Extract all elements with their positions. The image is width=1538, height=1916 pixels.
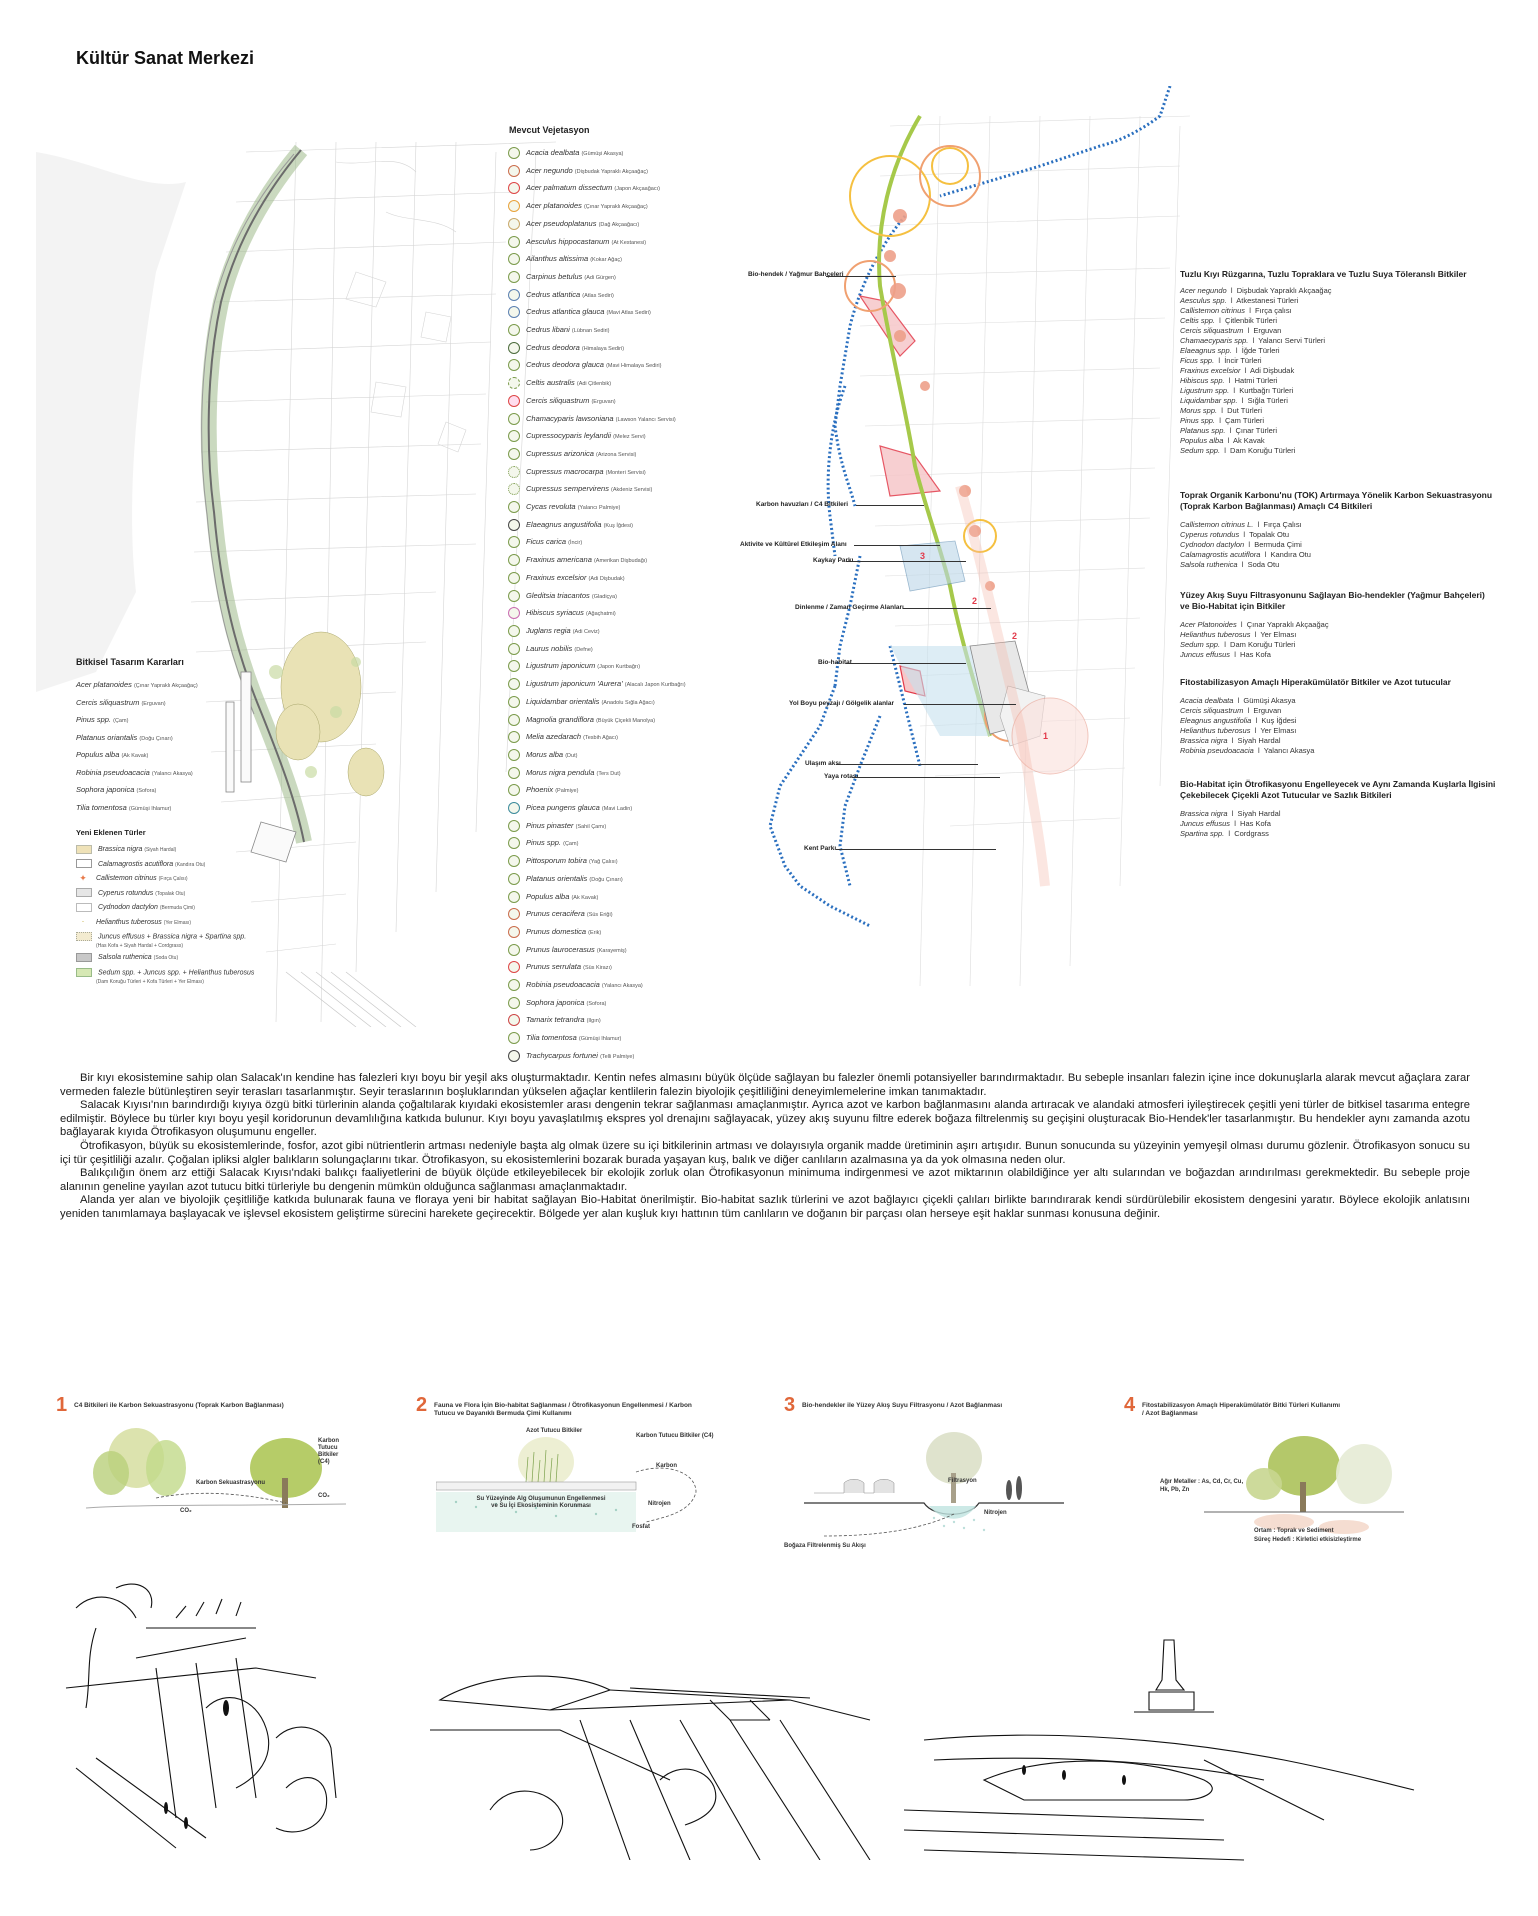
swatch-icon — [76, 845, 92, 854]
project-description — [60, 1072, 1470, 1222]
list-item: Pinus spp. (Çam) — [508, 835, 723, 853]
biohendek-drawing — [804, 1418, 1064, 1538]
diagram-title: Fauna ve Flora İçin Bio-habitat Sağlanması / Ötrofikasyonun Engellenmesi / Karbon Tutucu ve Dayanıklı Bermuda Çimi Kullanımı — [434, 1402, 692, 1417]
diagram-label: Ortam : Toprak ve Sediment — [1254, 1528, 1334, 1534]
list-item: Cedrus atlantica (Atlas Sediri) — [508, 287, 723, 305]
panel-title: Tuzlu Kıyı Rüzgarına, Tuzlu Topraklara ve Tuzlu Suya Töleranslı Bitkiler — [1180, 269, 1467, 279]
list-item: Cydnodon dactylon (Bermuda Çimi) — [76, 901, 306, 916]
list-item: Fraxinus americana (Amerikan Dişbudağı) — [508, 552, 723, 570]
annotation-biohendek: Bio-hendek / Yağmur Bahçeleri — [748, 271, 844, 278]
list-item: Celtis spp. l Çitlenbik Türleri — [1180, 316, 1277, 325]
flower-icon: ✦ — [79, 872, 87, 883]
paragraph: Balıkçılığın önem arz ettiği Salacak Kıyısı'ndaki balıkçı faaliyetlerini de büyük ölçüde etkileyebilecek bir ekolojik zorluk olan Ötrofikasyonun minimuma indirgenmesi ve azot miktarının olabildiğince yer altı sularından ve boğazdan arındırılması gerekmektedir. Bu sebeple proje alanının geneline yayılan azot tutucu bitki türleriyle bu dengenin mümkün olduğunca sağlanması amaçlanmaktadır. — [60, 1167, 1470, 1193]
tree-symbol-icon — [508, 483, 520, 495]
diagram-3 — [784, 1394, 1084, 1549]
annotation-rest-areas: Dinlenme / Zaman Geçirme Alanları — [795, 604, 904, 611]
annotation-activity-area: Aktivite ve Kültürel Etkileşim Alanı — [740, 541, 847, 548]
list-item: Aesculus spp. l Atkestanesi Türleri — [1180, 296, 1299, 305]
tree-symbol-icon — [508, 944, 520, 956]
diagram-number: 3 — [784, 1394, 796, 1416]
diagram-number: 1 — [56, 1394, 68, 1416]
list-item: Pittosporum tobira (Yağ Çalısı) — [508, 853, 723, 871]
hyperaccumulator-panel — [1180, 677, 1500, 756]
planting-decisions-list — [76, 677, 276, 817]
paragraph: Salacak Kıyısı'nın barındırdığı kıyıya özgü bitki türlerinin alanda çoğaltılarak kıyıdaki ekosistemler arası dengenin tekrar sağlanması amaçlanmıştır. Ayrıca azot ve karbon bağlanmasını alanda artıracak ve alandaki atmosferi iyileştirecek çeşitli yeni türler de bitkisel tasarıma entegre edilmiştir. Böylece bu türler kıyı boyu yeşil koridorunun devamlılığına katkıda bulunur. Kıyı boyu yavaşlatılmış ekspres yol drenajını sağlayacak, yüzey akış suyunu filtre ederek boğaza filtrelenmiş su geçişini oluşturacak Bio-Hendek'ler tasarlanmıştır. Bu hendekler aynı zamanda azotu bağlayarak kıyıda Ötrofikasyon oluşumunu engeller. — [60, 1099, 1470, 1139]
list-item: Prunus laurocerasus (Karayemiş) — [508, 942, 723, 960]
list-item: Elaeagnus angustifolia (Kuş İğdesi) — [508, 517, 723, 535]
list-item: Acer negundo l Dişbudak Yapraklı Akçaağaç — [1180, 286, 1332, 295]
list-item: Morus alba (Dut) — [508, 747, 723, 765]
list-item: Tilia tomentosa (Gümüşi Ihlamur) — [508, 1030, 723, 1048]
diagram-label: Karbon Tutucu Bitkiler (C4) — [636, 1433, 714, 1439]
diagram-label: Nitrojen — [984, 1510, 1007, 1516]
diagram-title: C4 Bitkileri ile Karbon Sekuastrasyonu (Toprak Karbon Bağlanması) — [74, 1402, 284, 1409]
swatch-icon — [76, 859, 92, 868]
list-item: Cercis siliquastrum l Erguvan — [1180, 326, 1282, 335]
tree-symbol-icon — [508, 165, 520, 177]
paragraph: Bir kıyı ekosistemine sahip olan Salacak'ın kendine has falezleri kıyı boyu bir yeşil aks oluşturmaktadır. Kentin nefes almasını büyük ölçüde sağlayan bu falezler önemli potansiyeller barındırmaktadır. Bu sebeple insanları falezin içine ince dokunuşlarla alarak mevcut ağaçlara zarar vermeden falezle bütünleştiren seyir terasları tasarlanmıştır. Seyir teraslarının boşluklarından yükselen ağaçlar kentlilerin falezin biyolojik çeşitliliğini deneyimlemelerine imkan tanımaktadır. — [60, 1072, 1470, 1098]
swatch-icon — [76, 888, 92, 897]
tree-symbol-icon — [508, 855, 520, 867]
existing-vegetation-title: Mevcut Vejetasyon — [509, 125, 590, 135]
list-item: Platanus orientalis (Doğu Çınarı) — [508, 871, 723, 889]
sketch-cultural-center — [430, 1660, 900, 1860]
map-number-2: 2 — [1012, 631, 1018, 641]
diagram-1 — [56, 1394, 346, 1518]
tree-symbol-icon — [508, 731, 520, 743]
list-item: Cercis siliquastrum l Erguvan — [1180, 706, 1282, 715]
new-species-list — [76, 843, 306, 987]
annotation-pedestrian-route: Yaya rotası — [824, 773, 859, 780]
tree-symbol-icon — [508, 271, 520, 283]
list-item: Acacia dealbata l Gümüşi Akasya — [1180, 696, 1296, 705]
diagram-label: Filtrasyon — [948, 1478, 977, 1484]
list-item: Juglans regia (Adi Ceviz) — [508, 623, 723, 641]
diagram-label: Su Yüzeyinde Alg Oluşumunun Engellenmesi ve Su İçi Ekosisteminin Korunması — [476, 1496, 606, 1509]
list-item: Phoenix (Palmiye) — [508, 782, 723, 800]
tree-symbol-icon — [508, 554, 520, 566]
list-item: Cercis siliquastrum (Erguvan) — [76, 697, 166, 707]
list-item: Magnolia grandiflora (Büyük Çiçekli Manolya) — [508, 712, 723, 730]
biohendek-plants-panel — [1180, 590, 1495, 660]
tree-symbol-icon — [508, 625, 520, 637]
annotation-roadside-landscape: Yol Boyu peyzajı / Gölgelik alanlar — [789, 700, 894, 707]
list-item: Salsola ruthenica l Soda Otu — [1180, 560, 1280, 569]
leader-line — [854, 545, 940, 546]
diagram-number: 2 — [416, 1394, 428, 1416]
panel-title: Toprak Organik Karbonu'nu (TOK) Artırmaya Yönelik Karbon Sekuastrasyonu (Toprak Karbon Bağlanması) Amaçlı C4 Bitkileri — [1180, 490, 1493, 511]
tree-symbol-icon — [508, 802, 520, 814]
list-item: Prunus domestica (Erik) — [508, 924, 723, 942]
list-item: Cedrus deodora glauca (Mavi Himalaya Sediri) — [508, 357, 723, 375]
list-item: Liquidambar spp. l Sığla Türleri — [1180, 396, 1288, 405]
list-item: Populus alba (Ak Kavak) — [508, 889, 723, 907]
tree-symbol-icon — [508, 324, 520, 336]
biohabitat-plants-panel — [1180, 779, 1510, 839]
tree-symbol-icon — [508, 979, 520, 991]
list-item: Acer pseudoplatanus (Dağ Akçaağacı) — [508, 216, 723, 234]
leader-line — [836, 764, 978, 765]
tree-symbol-icon — [508, 749, 520, 761]
swatch-icon — [76, 932, 92, 941]
list-item: Sophora japonica (Sofora) — [508, 995, 723, 1013]
list-item: Acacia dealbata (Gümüşi Akasya) — [508, 145, 723, 163]
panel-title: Fitostabilizasyon Amaçlı Hiperakümülatör Bitkiler ve Azot tutucular — [1180, 677, 1451, 687]
tree-symbol-icon — [508, 359, 520, 371]
list-item: · Helianthus tuberosus (Yer Elması) — [76, 916, 306, 931]
diagram-label: Süreç Hedefi : Kirletici etkisizleştirme — [1254, 1537, 1362, 1543]
tree-symbol-icon — [508, 536, 520, 548]
tree-symbol-icon — [508, 519, 520, 531]
list-item: Ligustrum japonicum (Japon Kurtbağrı) — [508, 658, 723, 676]
list-item: Cupressocyparis leylandii (Melez Servi) — [508, 428, 723, 446]
list-item: Cedrus atlantica glauca (Mavi Atlas Sediri) — [508, 304, 723, 322]
annotation-city-park: Kent Parkı — [804, 845, 837, 852]
list-item: Juncus effusus l Has Kofa — [1180, 819, 1271, 828]
list-item: Calamagrostis acutiflora l Kandıra Otu — [1180, 550, 1311, 559]
tree-symbol-icon — [508, 572, 520, 584]
tree-symbol-icon — [508, 891, 520, 903]
list-item: Cercis siliquastrum (Erguvan) — [508, 393, 723, 411]
list-item: Pinus pinaster (Sahil Çamı) — [508, 818, 723, 836]
tree-symbol-icon — [508, 289, 520, 301]
list-item: Ligustrum japonicum 'Aurera' (Alacalı Japon Kurtbağrı) — [508, 676, 723, 694]
list-item: Laurus nobilis (Defne) — [508, 641, 723, 659]
list-item: Elaeagnus spp. l İğde Türleri — [1180, 346, 1280, 355]
list-item: Robinia pseudoacacia (Yalancı Akasya) — [508, 977, 723, 995]
tree-symbol-icon — [508, 660, 520, 672]
tree-symbol-icon — [508, 696, 520, 708]
paragraph: Alanda yer alan ve biyolojik çeşitliliğe katkıda bulunarak fauna ve floraya yeni bir habitat sağlayan Bio-Habitat önerilmiştir. Bio-habitat sazlık türlerini ve azot bağlayıcı çiçekli çalıları birlikte barındırarak kendi sürdürülebilir ekosistem dengesini yaratır. Böylece ekolojik anlatısını yeniden tanımlamaya başlayacak ve işlevsel ekosistem geliştirme sürecini harekete geçirecektir. Bölgede yer alan kuşluk kıyı hattının tüm canlıların ve doğanın bir parçası olan herseye eşit haklar sunması konusuna değinir. — [60, 1194, 1470, 1220]
c4-plants-panel — [1180, 490, 1495, 570]
tree-symbol-icon — [508, 961, 520, 973]
tree-symbol-icon — [508, 253, 520, 265]
list-item: Helianthus tuberosus l Yer Elması — [1180, 630, 1297, 639]
tree-symbol-icon — [508, 926, 520, 938]
list-item: Cupressus sempervirens (Akdeniz Servisi) — [508, 481, 723, 499]
diagram-label: CO₂ — [318, 1493, 330, 1499]
list-item: Acer Platonoides l Çınar Yapraklı Akçaağaç — [1180, 620, 1329, 629]
list-item: Celtis australis (Adi Çitlenbik) — [508, 375, 723, 393]
tree-symbol-icon — [508, 413, 520, 425]
diagram-label: Azot Tutucu Bitkiler — [526, 1428, 583, 1434]
tree-symbol-icon — [508, 607, 520, 619]
list-item: Cydnodon dactylon l Bermuda Çimi — [1180, 540, 1302, 549]
list-item: Acer platanoides (Çınar Yapraklı Akçaağaç) — [508, 198, 723, 216]
diagram-label: Boğaza Filtrelenmiş Su Akışı — [784, 1543, 866, 1549]
tree-symbol-icon — [508, 200, 520, 212]
page-title: Kültür Sanat Merkezi — [76, 48, 255, 68]
leader-line — [856, 505, 924, 506]
tree-symbol-icon — [508, 430, 520, 442]
tree-symbol-icon — [508, 466, 520, 478]
annotation-skate-park: Kaykay Parkı — [813, 557, 854, 564]
list-item: Acer negundo (Dişbudak Yapraklı Akçaağaç) — [508, 163, 723, 181]
leader-line — [904, 704, 1016, 705]
list-item: Acer platanoides (Çınar Yapraklı Akçaağaç) — [76, 680, 198, 689]
list-item: Robinia pseudoacacia l Yalancı Akasya — [1180, 746, 1315, 755]
annotation-carbon-pools: Karbon havuzları / C4 Bitkileri — [756, 501, 849, 508]
list-item: ✦ Callistemon citrinus (Fırça Çalısı) — [76, 872, 306, 887]
list-item: Acer palmatum dissectum (Japon Akçaağacı) — [508, 180, 723, 198]
diagram-number: 4 — [1124, 1394, 1136, 1416]
map-number-4: 2 — [972, 596, 978, 606]
swatch-icon — [76, 968, 92, 977]
list-item: Salsola ruthenica (Soda Otu) — [76, 951, 306, 966]
swatch-icon — [76, 953, 92, 962]
list-item: Sedum spp. l Dam Koruğu Türleri — [1180, 446, 1296, 455]
planting-decisions-title: Bitkisel Tasarım Kararları — [76, 657, 184, 667]
list-item: Brassica nigra (Siyah Hardal) — [76, 843, 306, 858]
leader-line — [826, 276, 896, 277]
diagram-label: Karbon Tutucu Bitkiler (C4) — [318, 1438, 339, 1465]
list-item: Trachycarpus fortunei (Telli Palmiye) — [508, 1048, 723, 1066]
list-item: Hibiscus spp. l Hatmi Türleri — [1180, 376, 1278, 385]
tree-symbol-icon — [508, 342, 520, 354]
list-item: Ailanthus altissima (Kokar Ağaç) — [508, 251, 723, 269]
tree-symbol-icon — [508, 236, 520, 248]
list-item: Brassica nigra l Siyah Hardal — [1180, 809, 1281, 818]
list-item: Prunus serrulata (Süs Kirazı) — [508, 959, 723, 977]
tree-symbol-icon — [508, 182, 520, 194]
tree-symbol-icon — [508, 767, 520, 779]
map-number-1: 1 — [1043, 731, 1049, 741]
list-item: Populus alba l Ak Kavak — [1180, 436, 1265, 445]
panel-title: Bio-Habitat için Ötrofikasyonu Engelleyecek ve Aynı Zamanda Kuşlarla İlgisini Çekebilecek Çiçekli Azot Tutucular ve Sazlık Bitkileri — [1180, 779, 1496, 800]
tree-symbol-icon — [508, 997, 520, 1009]
tree-symbol-icon — [508, 784, 520, 796]
list-item: Pinus spp. (Çam) — [76, 715, 129, 724]
tree-symbol-icon — [508, 714, 520, 726]
diagram-label: Ağır Metaller : As, Cd, Cr, Cu, Hk, Pb, Zn — [1160, 1479, 1244, 1493]
list-item: Hibiscus syriacus (Ağaçhatmi) — [508, 605, 723, 623]
diagram-title: Bio-hendekler ile Yüzey Akış Suyu Filtrasyonu / Azot Bağlanması — [802, 1402, 1003, 1409]
leader-line — [903, 608, 991, 609]
dot-icon: · — [81, 916, 85, 927]
tree-symbol-icon — [508, 678, 520, 690]
list-item: Pinus spp. l Çam Türleri — [1180, 416, 1265, 425]
list-item: Chamaecyparis spp. l Yalancı Servi Türleri — [1180, 336, 1326, 345]
list-item: Cyperus rotundus (Topalak Otu) — [76, 887, 306, 902]
list-item: Fraxinus excelsior l Adi Dişbudak — [1180, 366, 1295, 375]
leader-line — [846, 663, 966, 664]
tree-symbol-icon — [508, 501, 520, 513]
list-item: Callistemon citrinus L. l Fırça Çalısı — [1180, 520, 1302, 529]
list-item: Melia azedarach (Tesbih Ağacı) — [508, 729, 723, 747]
list-item: Gleditsia triacantos (Gladiçya) — [508, 588, 723, 606]
tree-symbol-icon — [508, 1014, 520, 1026]
list-item: Sedum spp. + Juncus spp. + Helianthus tuberosus (Dam Koruğu Türleri + Kofa Türleri + Yer Elması) — [76, 966, 306, 987]
panel-title: Yüzey Akış Suyu Filtrasyonunu Sağlayan Bio-hendekler (Yağmur Bahçeleri) ve Bio-Habitat için Bitkiler — [1180, 590, 1485, 611]
tree-symbol-icon — [508, 1032, 520, 1044]
leader-line — [852, 777, 1000, 778]
diagram-label: CO₂ — [180, 1508, 192, 1514]
list-item: Cupressus arizonica (Arizona Servisi) — [508, 446, 723, 464]
tree-symbol-icon — [508, 218, 520, 230]
existing-vegetation-list — [508, 145, 723, 1066]
list-item: Prunus ceracifera (Süs Eriği) — [508, 906, 723, 924]
list-item: Juncus effusus + Brassica nigra + Spartina spp. (Has Kofa + Siyah Hardal + Cordgrass) — [76, 930, 306, 951]
list-item: Cedrus libani (Lübnan Sediri) — [508, 322, 723, 340]
leader-line — [836, 849, 996, 850]
tree-symbol-icon — [508, 908, 520, 920]
biohabitat-drawing — [436, 1432, 716, 1542]
list-item: Calamagrostis acutiflora (Kandıra Otu) — [76, 858, 306, 873]
list-item: Populus alba (Ak Kavak) — [76, 750, 149, 759]
list-item: Cedrus deodora (Himalaya Sediri) — [508, 340, 723, 358]
leader-line — [846, 561, 966, 562]
list-item: Fraxinus excelsior (Adi Dişbudak) — [508, 570, 723, 588]
list-item: Spartina spp. l Cordgrass — [1180, 829, 1269, 838]
tree-symbol-icon — [508, 377, 520, 389]
annotation-biohabitat: Bio-habitat — [818, 659, 852, 666]
tree-symbol-icon — [508, 837, 520, 849]
sketch-terrace-view — [56, 1568, 356, 1868]
diagram-2 — [416, 1394, 716, 1548]
list-item: Ficus carica (İncir) — [508, 534, 723, 552]
diagram-label: Nitrojen — [648, 1501, 671, 1507]
list-item: Ligustrum spp. l Kurtbağrı Türleri — [1180, 386, 1294, 395]
tree-symbol-icon — [508, 820, 520, 832]
list-item: Sophora japonica (Sofora) — [76, 785, 157, 794]
list-item: Tamarix tetrandra (Ilgın) — [508, 1012, 723, 1030]
list-item: Carpinus betulus (Adi Gürgen) — [508, 269, 723, 287]
list-item: Callistemon citrinus l Fırça çalısı — [1180, 306, 1292, 315]
tree-symbol-icon — [508, 590, 520, 602]
list-item: Cyperus rotundus l Topalak Otu — [1180, 530, 1290, 539]
list-item: Tilia tomentosa (Gümüşi Ihlamur) — [76, 802, 172, 812]
diagram-4 — [1124, 1394, 1424, 1548]
list-item: Platanus spp. l Çınar Türleri — [1180, 426, 1278, 435]
tree-symbol-icon — [508, 147, 520, 159]
tree-symbol-icon — [508, 395, 520, 407]
paragraph: Ötrofikasyon, büyük su ekosistemlerinde, fosfor, azot gibi nütrientlerin artması nedeniyle başta alg olmak üzere su içi bitkilerinin artması ve dolayısıyla organik madde üretiminin aşırı artışıdır. Bunun sonucunda su yüzeyinin yemyeşil olması durumu gözlenir. Ötrofikasyon sonucu su içi tür çeşitliliği azalır. Çoğalan ipliksi algler balıkların solungaçlarını tıkar. Ötrofikasyon, su ekosistemlerini bozarak burada yaşayan kuş, balık ve diğer canlıların azalmasına ya da yok olmasına neden olur. — [60, 1139, 1470, 1166]
diagram-title: Fitostabilizasyon Amaçlı Hiperakümülatör Bitki Türleri Kullanımı / Azot Bağlanması — [1142, 1402, 1341, 1417]
salt-tolerant-panel — [1180, 269, 1510, 456]
list-item: Cupressus macrocarpa (Monteri Servisi) — [508, 464, 723, 482]
list-item: Eleagnus angustifolia l Kuş İğdesi — [1180, 716, 1297, 725]
list-item: Helianthus tuberosus l Yer Elması — [1180, 726, 1297, 735]
tree-symbol-icon — [508, 643, 520, 655]
sketch-coastline-tower — [904, 1630, 1424, 1880]
annotation-transport-axis: Ulaşım aksı — [805, 760, 841, 767]
list-item: Robinia pseudoacacia (Yalancı Akasya) — [76, 767, 193, 777]
tree-symbol-icon — [508, 306, 520, 318]
swatch-icon — [76, 903, 92, 912]
tree-symbol-icon — [508, 448, 520, 460]
tree-symbol-icon — [508, 1050, 520, 1062]
carbon-sequestration-drawing — [86, 1418, 346, 1518]
new-species-title: Yeni Eklenen Türler — [76, 828, 146, 837]
diagram-label: Karbon — [656, 1463, 677, 1469]
list-item: Ficus spp. l İncir Türleri — [1180, 356, 1262, 365]
list-item: Chamacyparis lawsoniana (Lawson Yalancı Servisi) — [508, 411, 723, 429]
list-item: Liquidambar orientalis (Anadolu Sığla Ağacı) — [508, 694, 723, 712]
list-item: Picea pungens glauca (Mavi Ladin) — [508, 800, 723, 818]
diagram-label: Karbon Sekuastrasyonu — [196, 1480, 266, 1486]
list-item: Platanus oriantalis (Doğu Çınarı) — [76, 732, 173, 742]
list-item: Morus nigra pendula (Ters Dut) — [508, 765, 723, 783]
map-number-3: 3 — [920, 551, 926, 561]
diagram-label: Fosfat — [632, 1524, 650, 1530]
list-item: Morus spp. l Dut Türleri — [1180, 406, 1262, 415]
tree-symbol-icon — [508, 873, 520, 885]
list-item: Juncus effusus l Has Kofa — [1180, 650, 1271, 659]
list-item: Aesculus hippocastanum (At Kestanesi) — [508, 234, 723, 252]
list-item: Sedum spp. l Dam Koruğu Türleri — [1180, 640, 1296, 649]
list-item: Brassica nigra l Siyah Hardal — [1180, 736, 1281, 745]
list-item: Cycas revoluta (Yalancı Palmiye) — [508, 499, 723, 517]
